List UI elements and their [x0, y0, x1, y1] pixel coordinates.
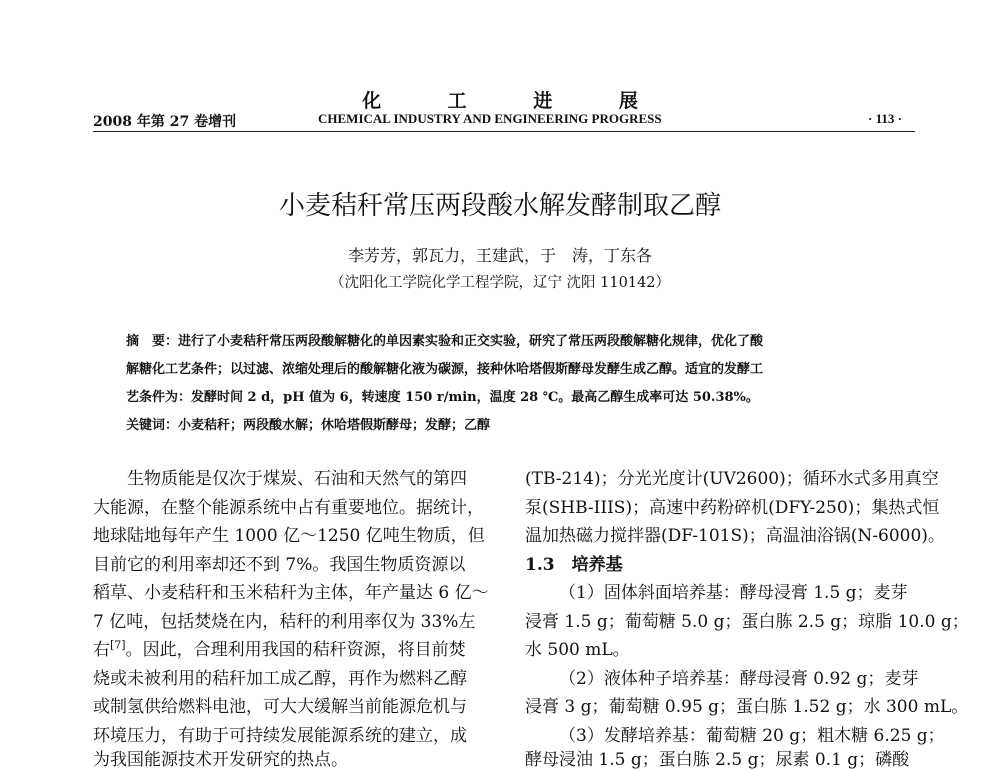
abstract-line: 艺条件为：发酵时间 2 d，pH 值为 6，转速度 150 r/min，温度 28 ℃。最高乙醇生成率可达 50.38%。: [126, 390, 759, 405]
body-text-segment: 。因此，合理利用我国的秸秆资源，将目前焚: [125, 640, 466, 660]
journal-title-english: CHEMICAL INDUSTRY AND ENGINEERING PROGRESS: [318, 111, 662, 126]
keywords-label: 关键词：: [126, 418, 179, 433]
abstract-line: [126, 330, 763, 349]
page-number: · 113 ·: [868, 111, 902, 126]
author-affiliation: （沈阳化工学院化学工程学院，辽宁 沈阳 110142）: [329, 275, 671, 291]
body-text-line: 7 亿吨，包括焚烧在内，秸秆的利用率仅为 33%左: [93, 612, 476, 632]
body-text-line: 浸膏 1.5 g；葡萄糖 5.0 g；蛋白胨 2.5 g；琼脂 10.0 g；: [525, 612, 969, 632]
keywords-line: [126, 414, 490, 433]
body-text-line: （1）固体斜面培养基：酵母浸膏 1.5 g；麦芽: [559, 583, 908, 603]
body-text-line: 生物质能是仅次于煤炭、石油和天然气的第四: [127, 469, 467, 489]
body-text-line: 酵母浸油 1.5 g；蛋白胨 2.5 g；尿素 0.1 g；磷酸: [525, 750, 910, 770]
body-text-line: （2）液体种子培养基：酵母浸膏 0.92 g；麦芽: [559, 669, 919, 689]
journal-title-chinese: 化 工 进 展: [362, 90, 668, 112]
section-heading: 1.3 培养基: [525, 555, 623, 575]
author-list: 李芳芳，郭瓦力，王建武，于 涛，丁东各: [347, 246, 652, 265]
body-text-line: （3）发酵培养基：葡萄糖 20 g；粗木糖 6.25 g；: [559, 726, 945, 746]
paper-title: 小麦秸秆常压两段酸水解发酵制取乙醇: [278, 191, 721, 221]
body-text-line: 环境压力，有助于可持续发展能源系统的建立，成: [93, 726, 467, 746]
body-text-line: 烧或未被利用的秸秆加工成乙醇，再作为燃料乙醇: [93, 669, 467, 689]
abstract-text: 进行了小麦秸秆常压两段酸解糖化的单因素实验和正交实验，研究了常压两段酸解糖化规律，优化了酸: [178, 334, 764, 349]
body-text-line: 大能源，在整个能源系统中占有重要地位。据统计，: [93, 498, 484, 518]
abstract-label: 摘 要：: [126, 334, 179, 349]
abstract-line: 解糖化工艺条件；以过滤、浓缩处理后的酸解糖化液为碳源，接种休哈塔假斯酵母发酵生成乙醇。适宜的发酵工: [126, 362, 764, 377]
body-text-line: 目前它的利用率却还不到 7%。我国生物质资源以: [93, 555, 466, 575]
body-text-segment: 右: [93, 640, 110, 660]
body-text-line: (TB-214)；分光光度计(UV2600)；循环水式多用真空: [525, 469, 939, 489]
body-text-line: 水 500 mL。: [525, 640, 630, 660]
citation-reference: [7]: [110, 638, 126, 652]
body-text-line: 温加热磁力搅拌器(DF-101S)；高温油浴锅(N-6000)。: [525, 526, 945, 546]
header-rule: [93, 131, 915, 132]
body-text-line: 稻草、小麦秸秆和玉米秸秆为主体，年产量达 6 亿～: [93, 583, 489, 603]
body-text-line: 为我国能源技术开发研究的热点。: [93, 750, 348, 770]
body-text-line: 浸膏 3 g；葡萄糖 0.95 g；蛋白胨 1.52 g；水 300 mL。: [525, 697, 969, 717]
body-text-line: 或制氢供给燃料电池，可大大缓解当前能源危机与: [93, 697, 467, 717]
body-text-line: 地球陆地每年产生 1000 亿～1250 亿吨生物质，但: [93, 526, 485, 546]
keywords-text: 小麦秸秆；两段酸水解；休哈塔假斯酵母；发酵；乙醇: [178, 418, 491, 433]
body-text-line: 泵(SHB-IIIS)；高速中药粉碎机(DFY-250)；集热式恒: [525, 498, 940, 518]
issue-label: 2008 年第 27 卷增刊: [93, 114, 237, 130]
body-text-line: [93, 638, 466, 660]
